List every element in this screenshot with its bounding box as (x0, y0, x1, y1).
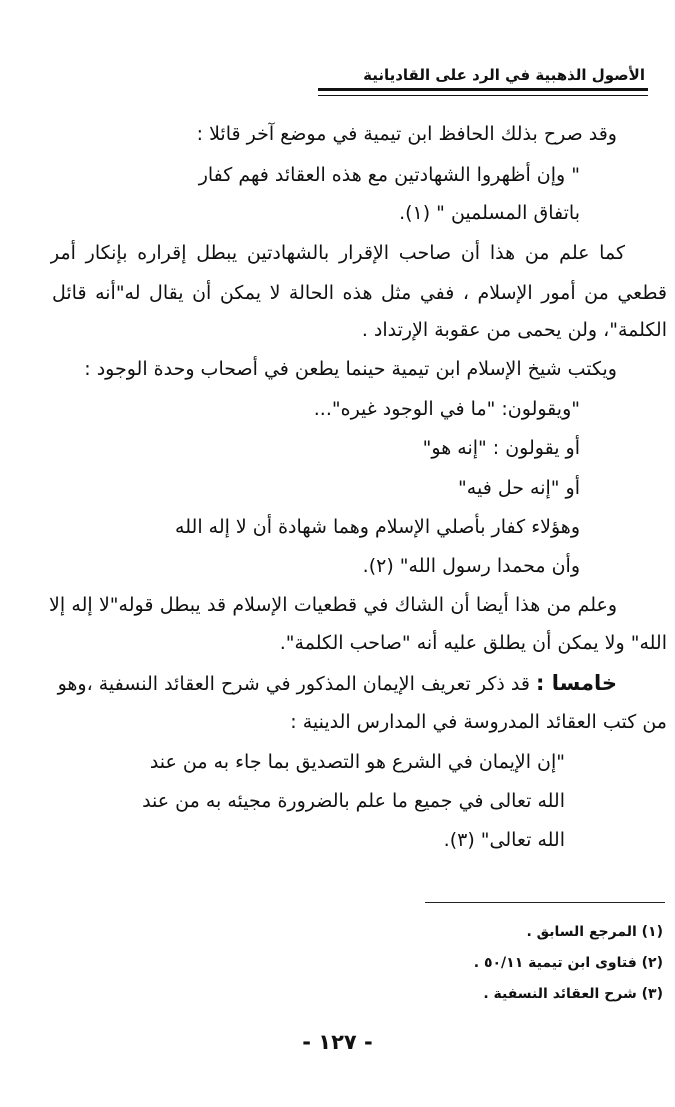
text-line-4: كما علم من هذا أن صاحب الإقرار بالشهادتين يبطل إقراره بإنكار أمر (50, 242, 625, 264)
page-number: - ١٢٧ - (302, 1030, 373, 1054)
text-line-16: من كتب العقائد المدروسة في المدارس الدينية : (290, 711, 667, 733)
footnote-separator (425, 902, 665, 903)
text-line-14: الله" ولا يمكن أن يطلق عليه أنه "صاحب الكلمة". (279, 632, 667, 654)
text-line-6: الكلمة"، ولن يحمى من عقوبة الإرتداد . (361, 319, 667, 341)
text-line-7: ويكتب شيخ الإسلام ابن تيمية حينما يطعن في أصحاب وحدة الوجود : (84, 358, 617, 380)
section-lead-word: خامسا : (536, 671, 617, 695)
text-line-12: وأن محمدا رسول الله" (٢). (362, 555, 580, 577)
text-line-5: قطعي من أمور الإسلام ، ففي مثل هذه الحالة لا يمكن أن يقال له"أنه قائل (52, 282, 667, 304)
text-line-15-rest: قد ذكر تعريف الإيمان المذكور في شرح العقائد النسفية ،وهو (57, 673, 536, 695)
footnote-2: (٢) فتاوى ابن تيمية ٥٠/١١ . (473, 955, 663, 971)
running-title: الأصول الذهبية في الرد على القاديانية (363, 66, 645, 84)
text-line-1: وقد صرح بذلك الحافظ ابن تيمية في موضع آخر قائلا : (196, 123, 617, 145)
header-rule-thick (318, 88, 648, 91)
text-line-18: الله تعالى في جميع ما علم بالضرورة مجيئه به من عند (142, 790, 565, 812)
text-line-17: "إن الإيمان في الشرع هو التصديق بما جاء به من عند (149, 751, 565, 773)
text-line-15 (58, 670, 617, 696)
text-line-8: "ويقولون: "ما في الوجود غيره"... (313, 398, 580, 420)
text-line-3: باتفاق المسلمين " (١). (399, 202, 580, 224)
text-line-10: أو "إنه حل فيه" (458, 477, 580, 499)
text-line-9: أو يقولون : "إنه هو" (422, 437, 580, 459)
text-line-11: وهؤلاء كفار بأصلي الإسلام وهما شهادة أن لا إله الله (175, 516, 580, 538)
text-line-2: " وإن أظهروا الشهادتين مع هذه العقائد فهم كفار (198, 164, 580, 186)
text-line-19: الله تعالى" (٣). (443, 829, 565, 851)
header-rule-thin (318, 95, 648, 96)
footnote-1: (١) المرجع السابق . (526, 924, 663, 940)
footnote-3: (٣) شرح العقائد النسفية . (483, 986, 663, 1002)
text-line-13: وعلم من هذا أيضا أن الشاك في قطعيات الإسلام قد يبطل قوله"لا إله إلا (49, 594, 617, 616)
